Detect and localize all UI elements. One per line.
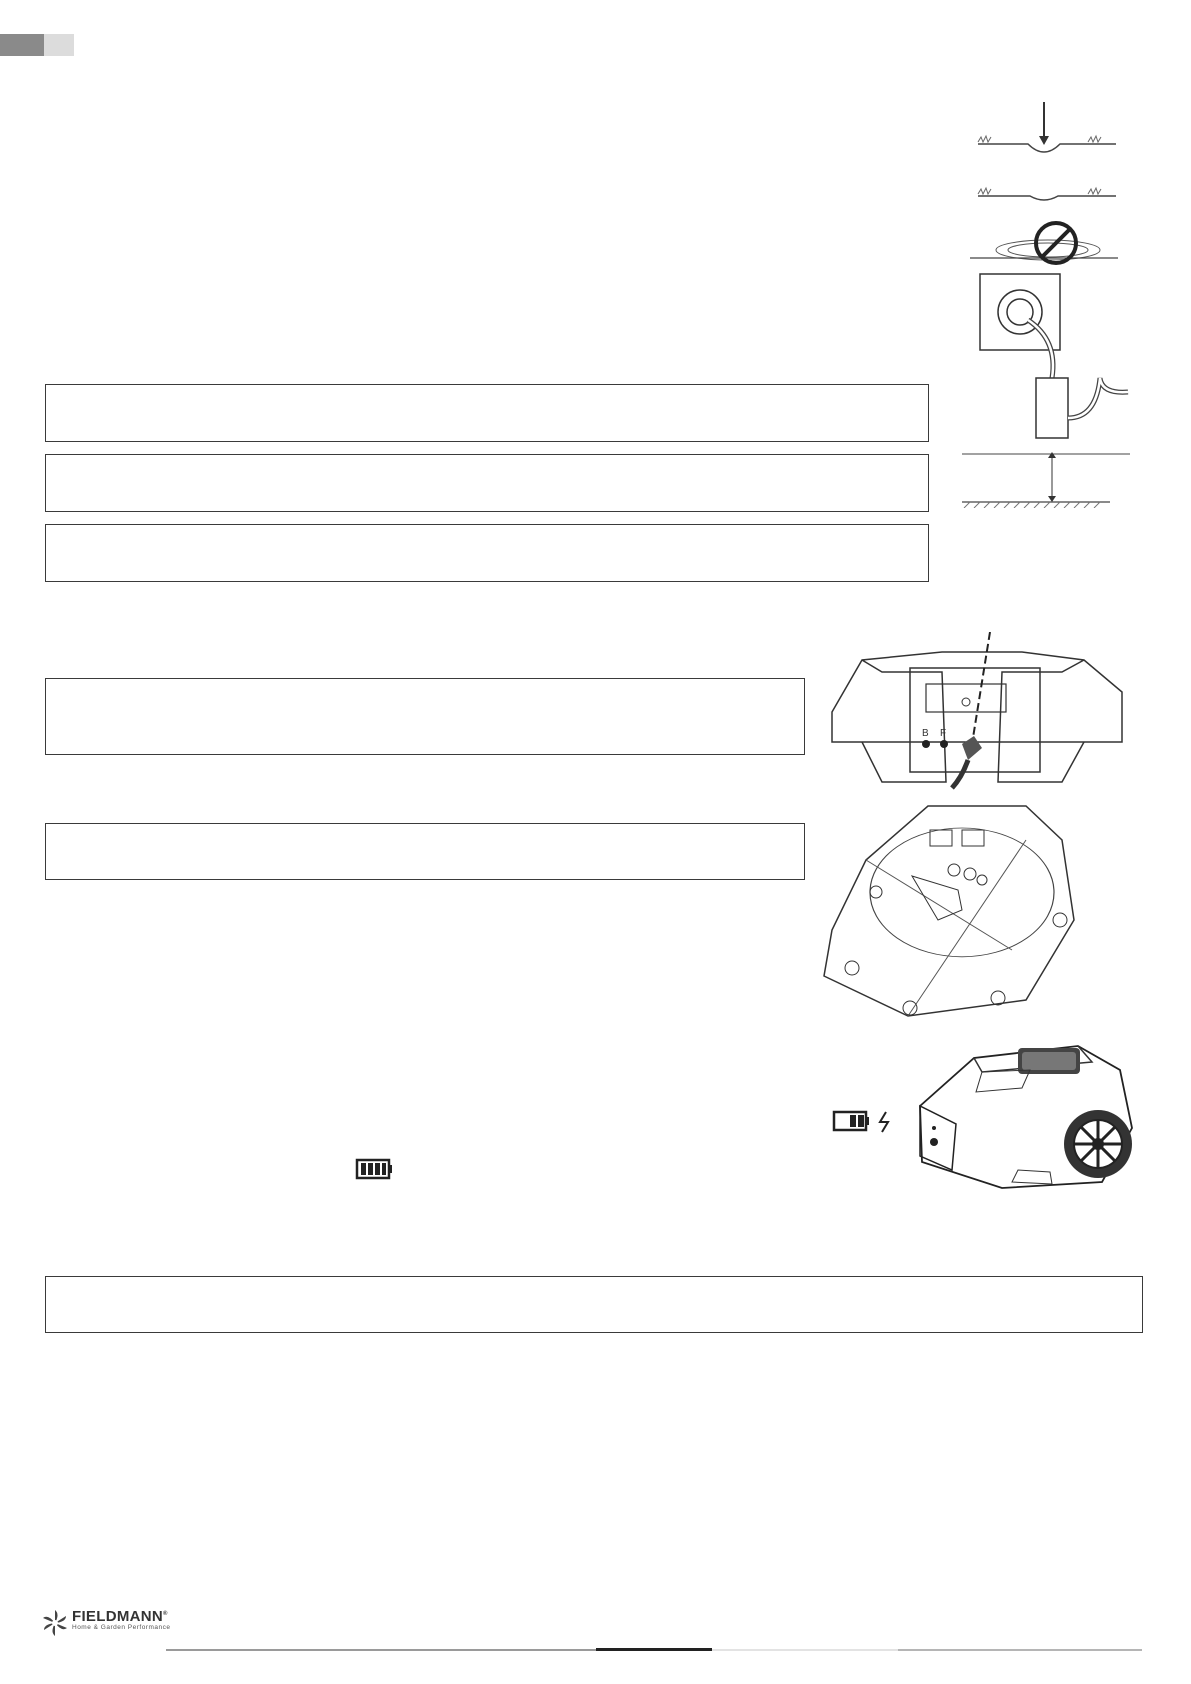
footer-rule-accent bbox=[596, 1648, 712, 1651]
station-label-b: B bbox=[922, 728, 929, 739]
header-tab-light bbox=[44, 34, 74, 56]
station-label-f: F bbox=[940, 728, 947, 739]
note-box-2 bbox=[45, 454, 929, 512]
note-box-3 bbox=[45, 524, 929, 582]
fieldmann-logo-icon bbox=[40, 1608, 70, 1638]
robotic-mower-illustration bbox=[912, 1032, 1142, 1192]
header-tab-dark bbox=[0, 34, 44, 56]
note-box-6 bbox=[45, 1276, 1143, 1333]
brand-registered-mark: ® bbox=[163, 1611, 168, 1617]
note-box-1 bbox=[45, 384, 929, 442]
note-box-4 bbox=[45, 678, 805, 755]
charging-station-rear-illustration bbox=[822, 632, 1132, 792]
battery-full-icon bbox=[355, 1156, 395, 1182]
battery-charging-icon bbox=[832, 1106, 892, 1136]
wall-socket-adapter-illustration bbox=[960, 268, 1130, 508]
footer-rule-right bbox=[898, 1649, 1142, 1651]
footer-rule-left bbox=[166, 1649, 596, 1651]
brand-text: FIELDMANN bbox=[72, 1608, 164, 1625]
note-box-5 bbox=[45, 823, 805, 880]
peg-insertion-illustration bbox=[968, 100, 1138, 270]
charging-station-top-illustration bbox=[812, 800, 1102, 1020]
brand-tagline: Home & Garden Performance bbox=[72, 1624, 171, 1631]
brand-name bbox=[72, 1608, 168, 1625]
footer-rule-light bbox=[712, 1649, 898, 1651]
